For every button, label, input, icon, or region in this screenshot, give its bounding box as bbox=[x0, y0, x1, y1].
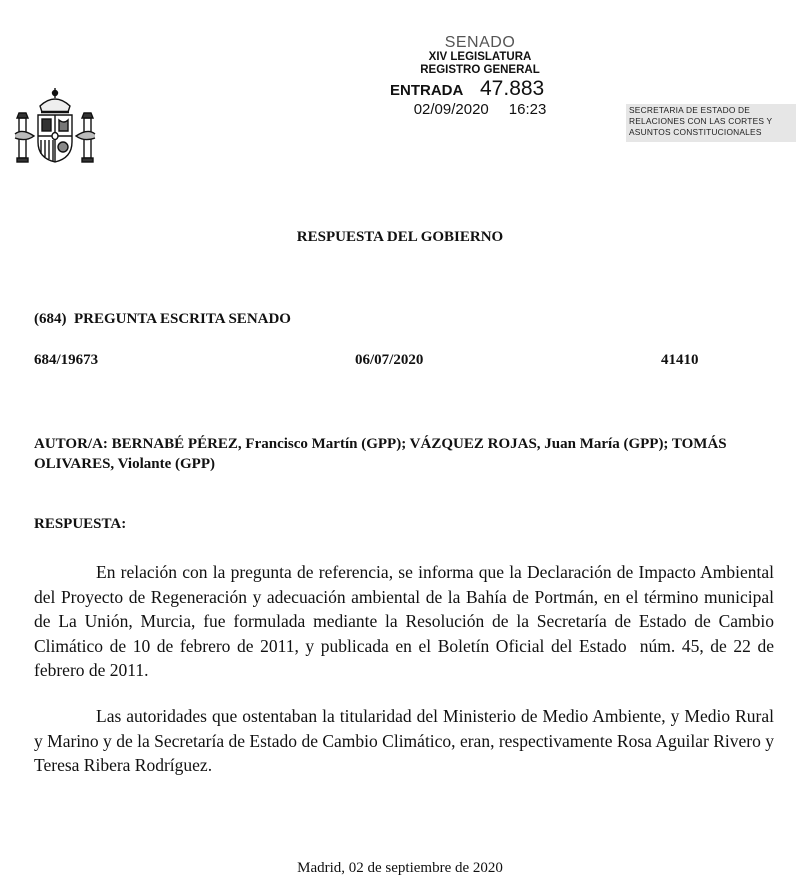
author-block: AUTOR/A: BERNABÉ PÉREZ, Francisco Martín (GPP); VÁZQUEZ ROJAS, Juan María (GPP); TOMÁS OLIVARES, Violante (GPP) bbox=[34, 436, 727, 472]
place-date-footer: Madrid, 02 de septiembre de 2020 bbox=[297, 860, 503, 876]
registry-stamp bbox=[380, 34, 580, 119]
stamp-entrada-number: 47.883 bbox=[480, 77, 545, 100]
question-date: 06/07/2020 bbox=[355, 352, 424, 368]
respuesta-label: RESPUESTA: bbox=[34, 516, 127, 532]
ministry-label-box bbox=[626, 104, 796, 142]
stamp-time: 16:23 bbox=[508, 101, 547, 118]
question-header: (684) PREGUNTA ESCRITA SENADO bbox=[34, 311, 291, 327]
response-paragraph-1: En relación con la pregunta de referencia, se informa que la Declaración de Impacto Ambiental del Proyecto de Regeneración y adecuación ambiental de la Bahía de Portmán, en el término municipal de La Unión, Murcia, fue formulada mediante la Resolución de la Secretaría de Estado de Cambio Climático de 10 de febrero de 2011, y publicada en el Boletín Oficial del Estado núm. 45, de 22 de febrero de 2011. bbox=[34, 562, 779, 681]
question-number: 684/19673 bbox=[34, 352, 99, 368]
stamp-date-row bbox=[380, 101, 580, 119]
ministry-line-1: SECRETARIA DE ESTADO DE bbox=[629, 105, 751, 115]
ministry-line-3: ASUNTOS CONSTITUCIONALES bbox=[629, 127, 762, 137]
ministry-line-2: RELACIONES CON LAS CORTES Y bbox=[629, 116, 773, 126]
stamp-senado: SENADO bbox=[444, 34, 516, 51]
question-code: 41410 bbox=[661, 352, 699, 368]
stamp-entrada-row bbox=[380, 77, 580, 101]
document-title: RESPUESTA DEL GOBIERNO bbox=[296, 229, 504, 245]
stamp-legislatura: XIV LEGISLATURA bbox=[428, 51, 532, 63]
response-paragraph-2: Las autoridades que ostentaban la titularidad del Ministerio de Medio Ambiente, y Medio Rural y Marino y de la Secretaría de Estado de Cambio Climático, eran, respectivamente Rosa Aguilar Rivero y Teresa Ribera Rodríguez. bbox=[34, 706, 774, 776]
coat-of-arms-emblem bbox=[12, 84, 98, 170]
stamp-entrada-label: ENTRADA bbox=[390, 82, 464, 99]
stamp-registro: REGISTRO GENERAL bbox=[420, 64, 540, 76]
stamp-date: 02/09/2020 bbox=[413, 101, 489, 118]
